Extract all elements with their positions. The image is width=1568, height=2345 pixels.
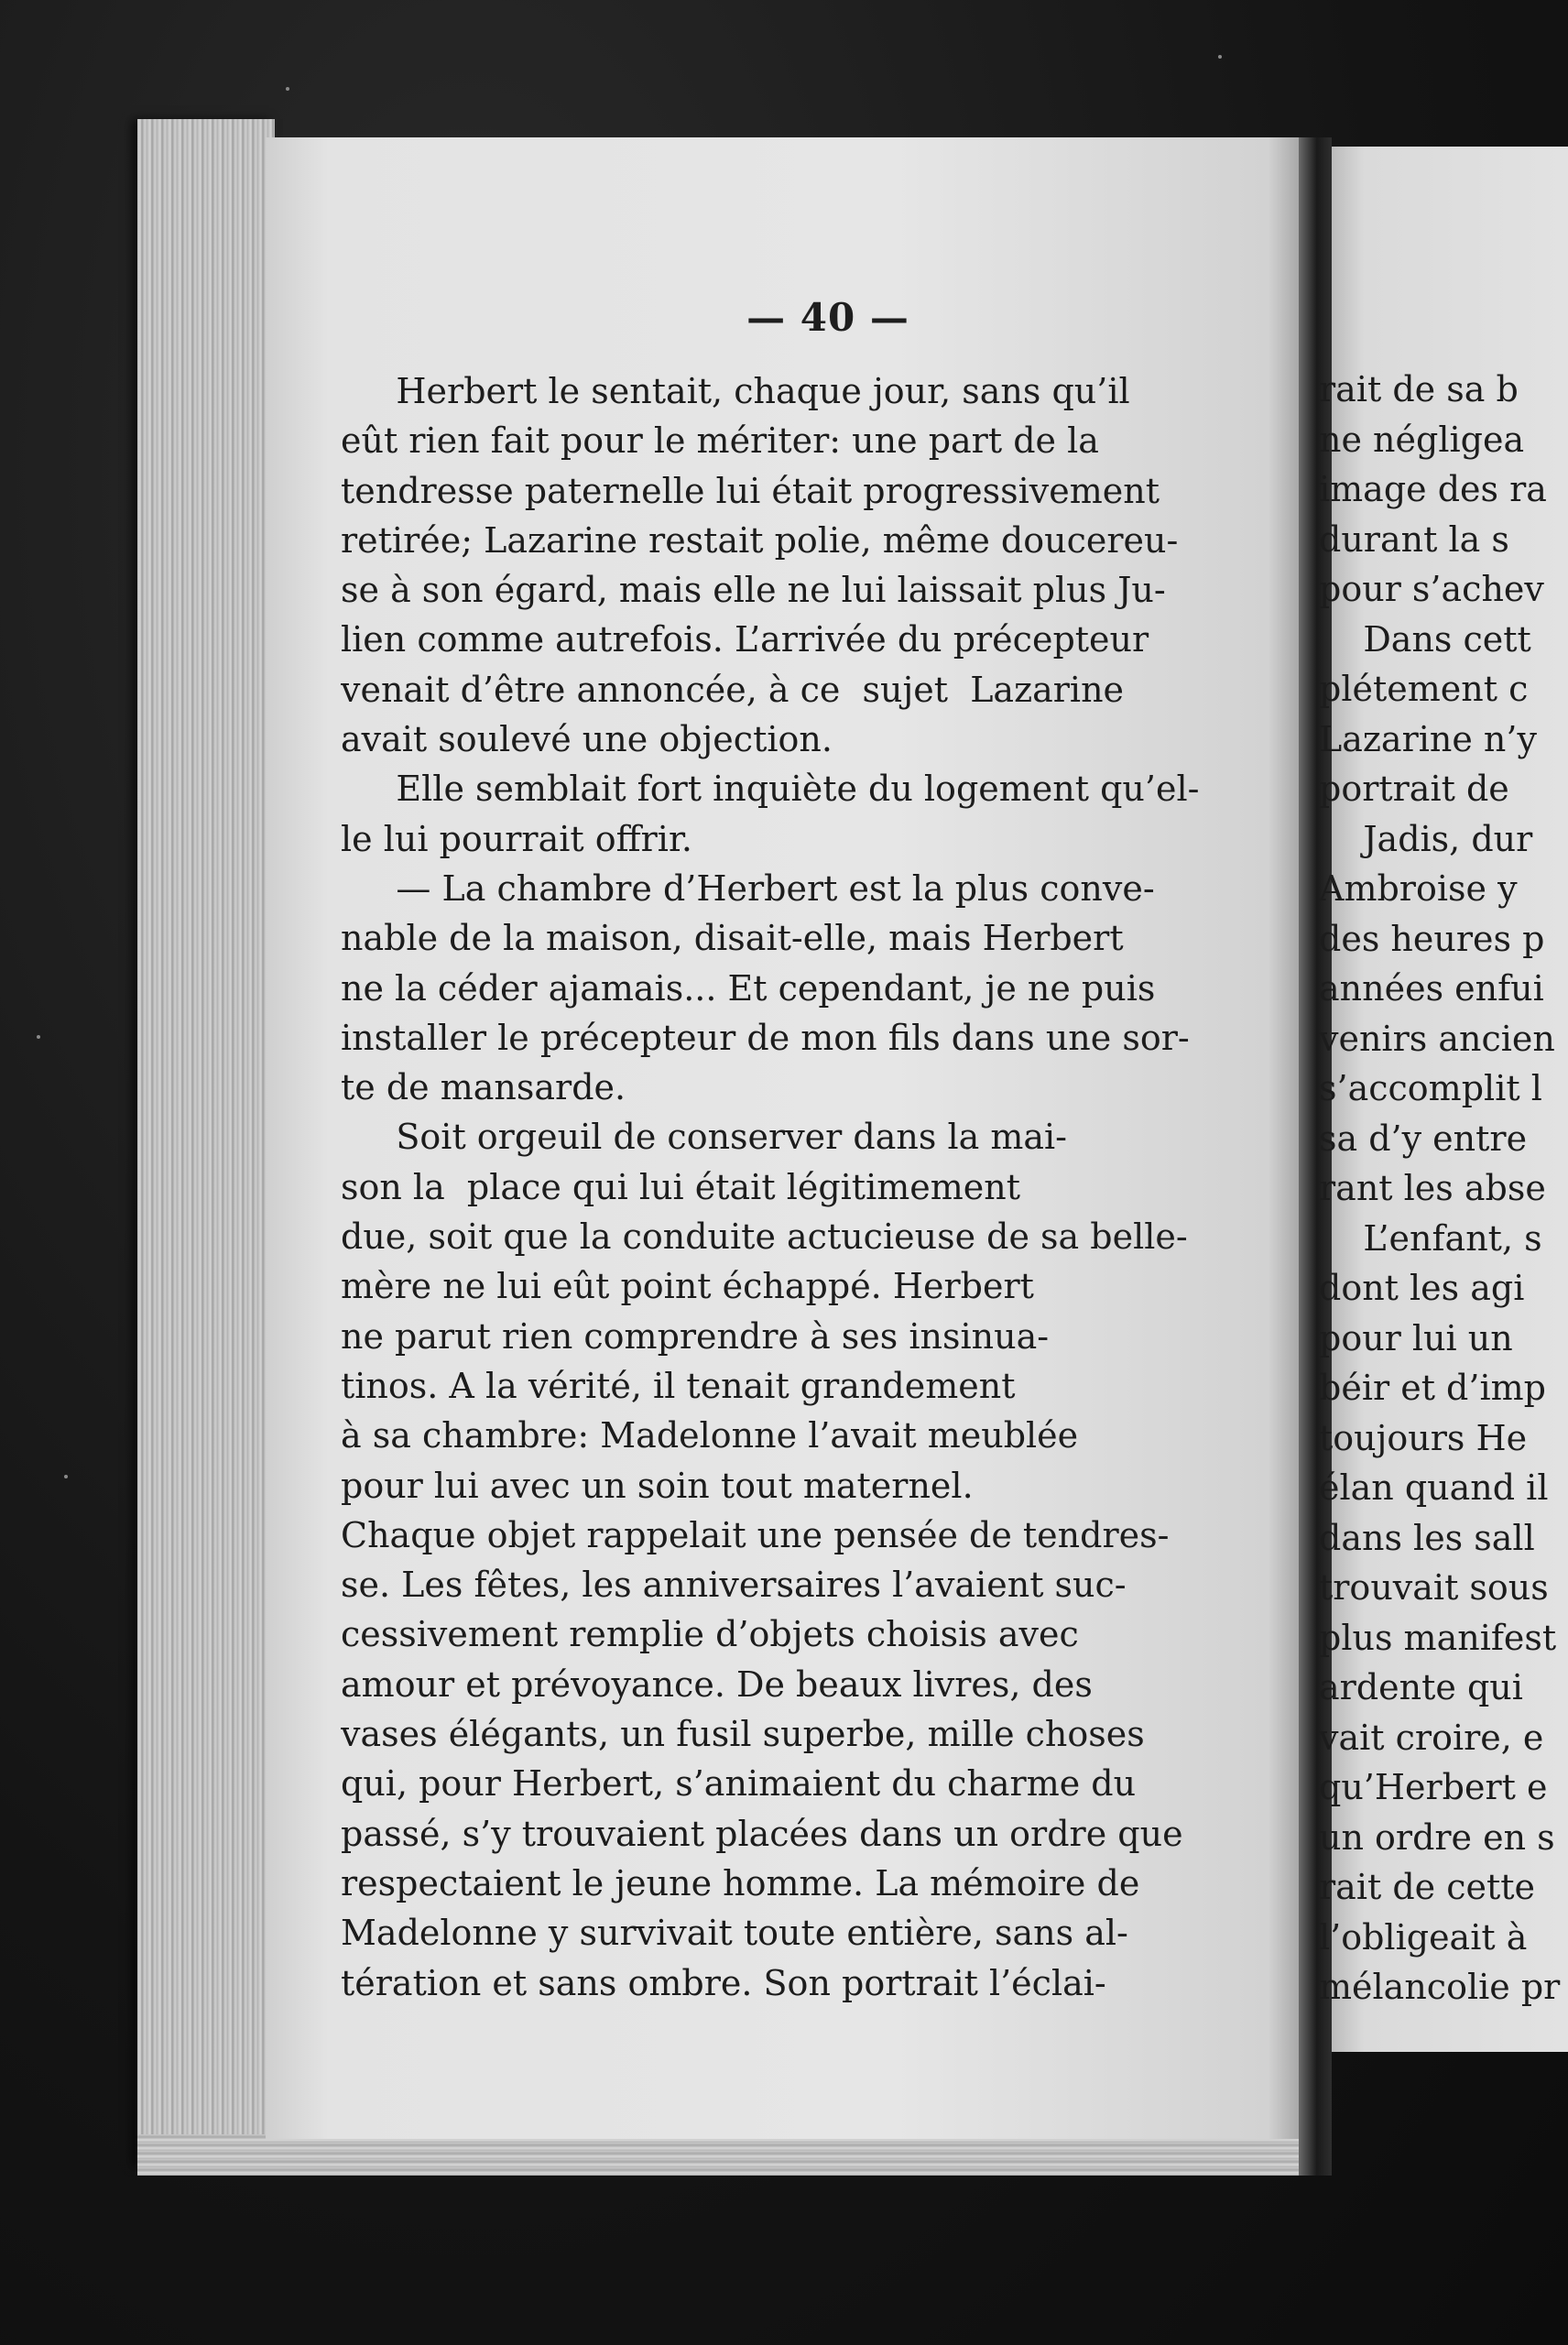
right-text-line: portrait de [1319,769,1509,809]
text-line: mère ne lui eût point échappé. Herbert [341,1266,1034,1307]
text-line: pour lui avec un soin tout maternel. [341,1465,974,1506]
right-text-line: rait de cette [1319,1867,1536,1907]
right-text-line: des heures p [1319,918,1545,959]
right-text-line: Dans cett [1319,618,1531,660]
right-text-line: pour lui un [1319,1317,1513,1358]
right-text-line: plus manifest [1319,1617,1557,1658]
text-line: te de mansarde. [341,1067,626,1108]
right-text-line: mélancolie pr [1319,1967,1561,2007]
right-text-line: plétement c [1319,669,1529,709]
text-line: venait d’être annoncée, à ce sujet Lazarine [341,669,1125,710]
text-line: amour et prévoyance. De beaux livres, des [341,1663,1093,1705]
text-line: avait soulevé une objection. [341,719,833,760]
right-text-line: sa d’y entre [1319,1118,1528,1159]
page-number [0,295,1568,340]
text-line: se à son égard, mais elle ne lui laissait plus Ju- [341,570,1166,611]
right-text-line: Lazarine n’y [1319,718,1537,759]
text-line: le lui pourrait offrir. [341,818,693,859]
book-bottom-edges [137,2134,1310,2176]
right-text-line: ne négligea [1319,419,1525,460]
text-line: Elle semblait fort inquiète du logement qu’el- [341,769,1200,810]
right-text-line: trouvait sous [1319,1567,1549,1608]
right-text-line: Ambroise y [1319,868,1518,909]
text-line: Chaque objet rappelait une pensée de tendres- [341,1514,1170,1555]
right-text-line: durant la s [1319,518,1509,560]
dust-speck [1218,55,1222,59]
right-text-line: dans les sall [1319,1517,1535,1558]
right-text-line: un ordre en s [1319,1816,1555,1858]
text-line: lien comme autrefois. L’arrivée du précepteur [341,619,1149,660]
book-page-edges [137,119,275,2166]
dust-speck [286,87,289,91]
right-text-line: béir et d’imp [1319,1368,1546,1408]
text-line: — La chambre d’Herbert est la plus conve- [341,867,1155,909]
text-line: due, soit que la conduite actucieuse de sa belle- [341,1216,1188,1258]
text-line: retirée; Lazarine restait polie, même doucereu- [341,519,1179,561]
right-text-line: s’accomplit l [1319,1068,1542,1108]
left-page-text [341,366,1304,2008]
right-text-line: ardente qui [1319,1667,1523,1707]
text-line: Soit orgeuil de conserver dans la mai- [341,1117,1068,1158]
dust-speck [64,1475,68,1478]
text-line: son la place qui lui était légitimement [341,1166,1021,1207]
right-text-line: dont les agi [1319,1268,1525,1308]
right-text-line: années enfui [1319,968,1544,1009]
text-line: tendresse paternelle lui était progressivement [341,470,1160,511]
text-line: nable de la maison, disait-elle, mais Herbert [341,918,1124,959]
right-text-line: L’enfant, s [1319,1217,1542,1259]
text-line: ne parut rien comprendre à ses insinua- [341,1315,1050,1357]
text-line: ne la céder ajamais... Et cependant, je ne puis [341,967,1156,1009]
right-page-text [1319,365,1568,2012]
right-text-line: qu’Herbert e [1319,1767,1548,1807]
right-text-line: pour s’achev [1319,569,1544,609]
right-text-line: image des ra [1319,469,1547,509]
text-line: se. Les fêtes, les anniversaires l’avaient suc- [341,1565,1127,1606]
right-text-line: rait de sa b [1319,369,1519,409]
text-line: passé, s’y trouvaient placées dans un ordre que [341,1813,1183,1854]
text-line: Madelonne y survivait toute entière, sans al- [341,1913,1128,1954]
text-line: respectaient le jeune homme. La mémoire de [341,1862,1140,1903]
right-text-line: Jadis, dur [1319,818,1533,859]
text-line: Herbert le sentait, chaque jour, sans qu’il [341,371,1130,411]
text-line: tinos. A la vérité, il tenait grandement [341,1365,1016,1406]
page-number-text: — 40 — [746,295,909,340]
right-text-line: vait croire, e [1319,1717,1544,1758]
right-text-line: venirs ancien [1319,1018,1555,1059]
dust-speck [37,1035,40,1039]
right-text-line: toujours He [1319,1417,1528,1458]
text-line: installer le précepteur de mon fils dans une sor- [341,1017,1190,1058]
right-text-line: l’obligeait à [1319,1916,1528,1958]
text-line: qui, pour Herbert, s’animaient du charme du [341,1763,1137,1805]
right-text-line: élan quand il [1319,1467,1549,1508]
text-line: à sa chambre: Madelonne l’avait meublée [341,1415,1079,1456]
text-line: tération et sans ombre. Son portrait l’éclai- [341,1962,1106,2003]
text-line: cessivement remplie d’objets choisis avec [341,1614,1079,1655]
right-text-line: rant les abse [1319,1168,1546,1208]
text-line: eût rien fait pour le mériter: une part de la [341,420,1099,462]
text-line: vases élégants, un fusil superbe, mille choses [341,1714,1145,1755]
